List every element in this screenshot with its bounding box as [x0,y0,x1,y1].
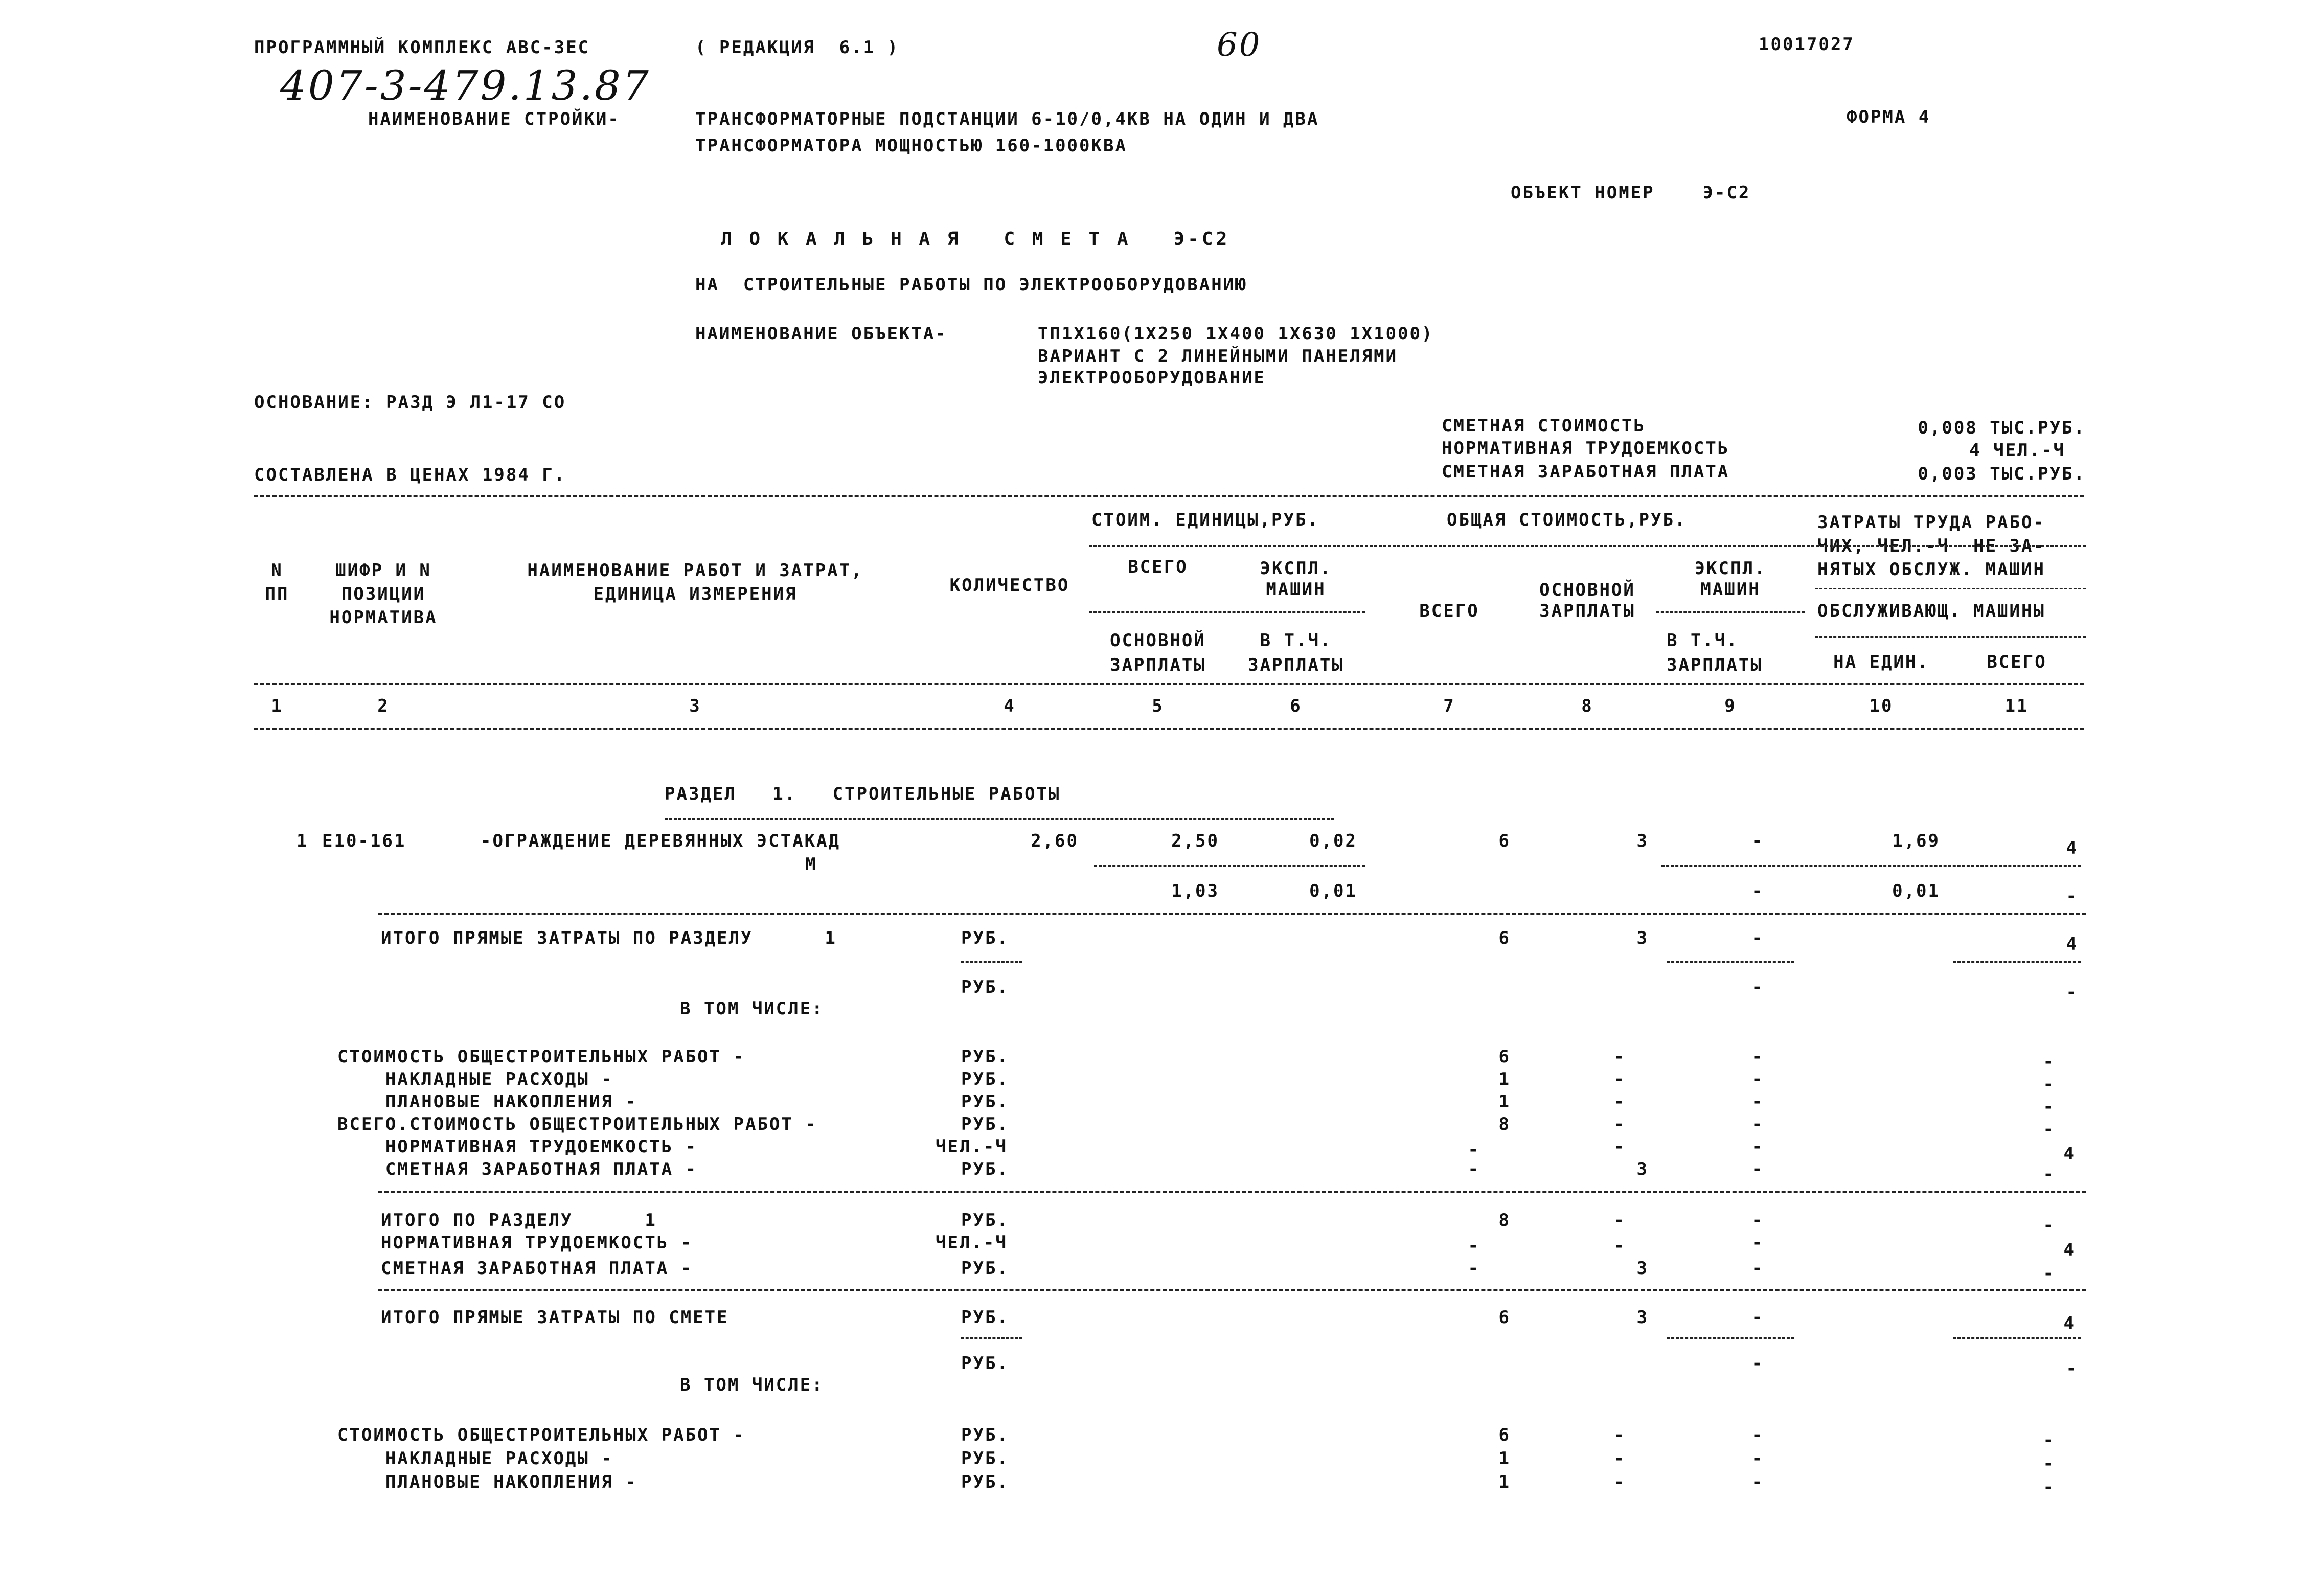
breakdown2-row-c7: 6 [1498,1425,1511,1445]
item-name: -ОГРАЖДЕНИЕ ДЕРЕВЯННЫХ ЭСТАКАД [481,831,841,851]
section-total-c11: - [2043,1215,2055,1236]
estimate-direct-rule-c11 [1953,1337,2081,1339]
section-total-c11: 4 [2063,1240,2076,1260]
breakdown2-row-label: СТОИМОСТЬ ОБЩЕСТРОИТЕЛЬНЫХ РАБОТ - [337,1425,745,1445]
section-total-c8: 3 [1636,1258,1649,1279]
breakdown1-row-c11: 4 [2063,1144,2076,1164]
estimate-direct-total-c9-2: - [1751,1353,1764,1374]
estimate-direct-total-c11-2: - [2066,1358,2078,1379]
breakdown2-row-c11: - [2043,1477,2055,1497]
section-total-label: СМЕТНАЯ ЗАРАБОТНАЯ ПЛАТА - [381,1258,693,1279]
breakdown2-row-c8: - [1613,1425,1626,1445]
section-direct-rule-c9 [1667,961,1794,963]
item-subrule-2 [1661,865,2081,867]
breakdown1-row-c8: 3 [1636,1159,1649,1179]
col-11-header: ВСЕГО [1987,652,2047,672]
subheader-rule-3 [1656,611,1805,613]
section-total-c11: - [2043,1263,2055,1284]
header-rule-bottom [254,683,2084,685]
col-3-header: НАИМЕНОВАНИЕ РАБОТ И ЗАТРАТ, ЕДИНИЦА ИЗМЕРЕНИЯ [527,560,863,604]
breakdown1-row-c9: - [1751,1091,1764,1112]
section-title: РАЗДЕЛ 1. СТРОИТЕЛЬНЫЕ РАБОТЫ [665,784,1061,804]
section-total-c9: - [1751,1233,1764,1253]
page-number: 60 [1217,26,1262,64]
col-9-top-header: ЭКСПЛ. МАШИН [1694,558,1767,600]
breakdown2-row-c7: 1 [1498,1448,1511,1469]
col-number-1: 1 [271,696,283,716]
section-direct-rule-unit [961,961,1022,963]
breakdown1-row-c11: - [2043,1119,2055,1140]
col-5-top-header: ВСЕГО [1128,557,1188,577]
object-line-1: ТП1Х160(1Х250 1Х400 1Х630 1Х1000) [1038,324,1434,344]
subheader-rule-1 [1089,545,2086,547]
breakdown1-row-label: НАКЛАДНЫЕ РАСХОДЫ - [337,1069,613,1089]
estimate-title: Л О К А Л Ь Н А Я С М Е Т А Э-С2 [721,229,1231,249]
breakdown1-row-c11: - [2043,1074,2055,1095]
basis: ОСНОВАНИЕ: РАЗД Э Л1-17 СО [254,392,566,413]
section-total-c7: 8 [1498,1210,1511,1231]
breakdown1-row-c9: - [1751,1046,1764,1067]
col-number-3: 3 [689,696,701,716]
section-direct-total-c8: 3 [1636,928,1649,948]
section-direct-rule-c11 [1953,961,2081,963]
estimate-direct-total-unit: РУБ. [961,1307,1009,1328]
breakdown1-row-label: НОРМАТИВНАЯ ТРУДОЕМКОСТЬ - [337,1136,698,1157]
summary-wage-value: 0,003 ТЫС.РУБ. [1918,464,2086,484]
section-total-c7: - [1468,1236,1480,1256]
item-labor-unit: 1,69 [1892,831,1940,851]
breakdown1-row-label: СТОИМОСТЬ ОБЩЕСТРОИТЕЛЬНЫХ РАБОТ - [337,1046,745,1067]
col-number-9: 9 [1724,696,1737,716]
col-1-header: N ПП [265,560,289,604]
col-number-11: 11 [2004,696,2029,716]
breakdown1-row-c9: - [1751,1114,1764,1134]
breakdown1-row-c7: - [1468,1140,1480,1160]
breakdown1-row-unit: РУБ. [961,1091,1009,1112]
breakdown2-row-c9: - [1751,1472,1764,1492]
subheader-rule-2 [1089,611,1365,613]
section-direct-total-c7: 6 [1498,928,1511,948]
breakdown1-row-c8: - [1613,1091,1626,1112]
section-direct-total-c11: 4 [2066,934,2078,954]
col-number-6: 6 [1290,696,1302,716]
construction-line-2: ТРАНСФОРМАТОРА МОЩНОСТЬЮ 160-1000КВА [695,135,1127,156]
object-label: НАИМЕНОВАНИЕ ОБЪЕКТА- [695,324,947,344]
col-number-8: 8 [1581,696,1593,716]
col-8-header: ОСНОВНОЙ ЗАРПЛАТЫ [1539,580,1635,621]
breakdown1-row-unit: РУБ. [961,1069,1009,1089]
breakdown1-row-unit: ЧЕЛ.-Ч [936,1136,1008,1157]
section-title-underline [665,818,1334,820]
col-6-bottom-header: В Т.Ч. ЗАРПЛАТЫ [1248,630,1344,675]
breakdown1-row-c9: - [1751,1069,1764,1089]
section-direct-total-c9: - [1751,928,1764,948]
edition: ( РЕДАКЦИЯ 6.1 ) [695,37,899,58]
section-total-unit: РУБ. [961,1258,1009,1279]
col-9-bottom-header: В Т.Ч. ЗАРПЛАТЫ [1667,630,1763,675]
breakdown2-row-c9: - [1751,1425,1764,1445]
object-line-2: ВАРИАНТ С 2 ЛИНЕЙНЫМИ ПАНЕЛЯМИ [1038,346,1398,367]
item-machine: - [1751,831,1764,851]
estimate-direct-total-label: ИТОГО ПРЯМЫЕ ЗАТРАТЫ ПО СМЕТЕ [381,1307,729,1328]
item-subrule-1 [1094,865,1365,867]
section-direct-total-c9-2: - [1751,977,1764,997]
estimate-direct-total-c8: 3 [1636,1307,1649,1328]
section-including-label: В ТОМ ЧИСЛЕ: [680,998,824,1019]
breakdown2-row-unit: РУБ. [961,1472,1009,1492]
estimate-direct-rule-unit [961,1337,1022,1339]
section-total-c9: - [1751,1210,1764,1231]
item-labor-total: 4 [2066,838,2078,858]
breakdown1-row-c11: - [2043,1164,2055,1185]
labor-machine-header: ОБСЛУЖИВАЮЩ. МАШИНЫ [1817,601,2045,621]
item-machine-wage: - [1751,881,1764,901]
breakdown2-row-c11: - [2043,1453,2055,1474]
breakdown2-row-label: НАКЛАДНЫЕ РАСХОДЫ - [337,1448,613,1469]
item-code: Е10-161 [322,831,406,851]
col-number-2: 2 [377,696,390,716]
item-number: 1 [297,831,309,851]
program-name: ПРОГРАММНЫЙ КОМПЛЕКС АВС-3ЕС [254,37,590,58]
breakdown2-row-c9: - [1751,1448,1764,1469]
breakdown1-row-c7: - [1468,1159,1480,1179]
col-number-10: 10 [1869,696,1894,716]
construction-label: НАИМЕНОВАНИЕ СТРОЙКИ- [368,109,620,129]
section-end-rule [378,1191,2086,1193]
item-unit: М [805,854,817,875]
estimate-totals-rule [378,1289,2086,1291]
estimate-subtitle: НА СТРОИТЕЛЬНЫЕ РАБОТЫ ПО ЭЛЕКТРООБОРУДОВАНИЮ [695,275,1247,295]
breakdown1-row-c9: - [1751,1159,1764,1179]
breakdown2-row-c11: - [2043,1430,2055,1450]
item-labor-total-2: - [2066,886,2078,906]
col-number-4: 4 [1004,696,1016,716]
breakdown1-row-c7: 6 [1498,1046,1511,1067]
section-direct-total-unit-2: РУБ. [961,977,1009,997]
unit-cost-header: СТОИМ. ЕДИНИЦЫ,РУБ. [1091,510,1319,530]
estimate-including-label: В ТОМ ЧИСЛЕ: [680,1375,824,1395]
breakdown1-row-c8: - [1613,1114,1626,1134]
form-label: ФОРМА 4 [1847,107,1931,127]
section-total-c7: - [1468,1258,1480,1279]
section-total-label: ИТОГО ПО РАЗДЕЛУ 1 [381,1210,657,1231]
breakdown1-row-unit: РУБ. [961,1114,1009,1134]
summary-cost-label: СМЕТНАЯ СТОИМОСТЬ [1442,416,1646,436]
breakdown2-row-c8: - [1613,1472,1626,1492]
document-number: 10017027 [1759,34,1855,55]
section-total-c8: - [1613,1210,1626,1231]
col-number-7: 7 [1443,696,1455,716]
handwritten-project-code: 407-3-479.13.87 [280,62,651,109]
breakdown1-row-c7: 1 [1498,1091,1511,1112]
section-direct-total-label: ИТОГО ПРЯМЫЕ ЗАТРАТЫ ПО РАЗДЕЛУ 1 [381,928,837,948]
item-unit-wage: 1,03 [1171,881,1219,901]
breakdown1-row-label: ПЛАНОВЫЕ НАКОПЛЕНИЯ - [337,1091,637,1112]
col-4-header: КОЛИЧЕСТВО [949,575,1070,596]
section-total-unit: РУБ. [961,1210,1009,1231]
col-6-top-header: ЭКСПЛ. МАШИН [1260,558,1332,600]
breakdown1-row-unit: РУБ. [961,1046,1009,1067]
object-number: ОБЪЕКТ НОМЕР Э-С2 [1511,183,1751,203]
breakdown1-row-unit: РУБ. [961,1159,1009,1179]
col-7-header: ВСЕГО [1419,601,1479,621]
estimate-direct-total-c9: - [1751,1307,1764,1328]
item-labor-unit-2: 0,01 [1892,881,1940,901]
col-number-5: 5 [1152,696,1164,716]
breakdown2-row-label: ПЛАНОВЫЕ НАКОПЛЕНИЯ - [337,1472,637,1492]
breakdown1-row-c8: - [1613,1069,1626,1089]
breakdown1-row-label: СМЕТНАЯ ЗАРАБОТНАЯ ПЛАТА - [337,1159,698,1179]
labor-header: ЗАТРАТЫ ТРУДА РАБО- ЧИХ, ЧЕЛ.-Ч НЕ ЗА- НЯТЫХ ОБСЛУЖ. МАШИН [1817,512,2045,580]
estimate-direct-rule-c9 [1667,1337,1794,1339]
item-unit-total: 2,50 [1171,831,1219,851]
item-unit-machine: 0,02 [1309,831,1357,851]
total-cost-header: ОБЩАЯ СТОИМОСТЬ,РУБ. [1447,510,1687,530]
summary-labor-label: НОРМАТИВНАЯ ТРУДОЕМКОСТЬ [1442,438,1730,459]
breakdown2-row-c8: - [1613,1448,1626,1469]
breakdown1-row-c11: - [2043,1052,2055,1072]
breakdown1-row-c8: - [1613,1046,1626,1067]
item-total: 6 [1498,831,1511,851]
subheader-rule-4 [1815,588,2086,589]
header-rule-top [254,495,2084,497]
estimate-direct-total-c11: 4 [2063,1313,2076,1334]
section-total-label: НОРМАТИВНАЯ ТРУДОЕМКОСТЬ - [381,1233,693,1253]
prices-basis: СОСТАВЛЕНА В ЦЕНАХ 1984 Г. [254,465,566,485]
breakdown1-row-c7: 1 [1498,1069,1511,1089]
construction-line-1: ТРАНСФОРМАТОРНЫЕ ПОДСТАНЦИИ 6-10/0,4КВ НА ОДИН И ДВА [695,109,1319,129]
section-total-unit: ЧЕЛ.-Ч [936,1233,1008,1253]
breakdown1-row-c9: - [1751,1136,1764,1157]
col-2-header: ШИФР И N ПОЗИЦИИ НОРМАТИВА [329,560,438,628]
breakdown1-row-c11: - [2043,1097,2055,1117]
section-total-c8: - [1613,1236,1626,1256]
breakdown1-row-c7: 8 [1498,1114,1511,1134]
summary-cost-value: 0,008 ТЫС.РУБ. [1918,418,2086,438]
breakdown2-row-unit: РУБ. [961,1425,1009,1445]
section-direct-total-c11-2: - [2066,982,2078,1003]
breakdown1-row-label: ВСЕГО.СТОИМОСТЬ ОБЩЕСТРОИТЕЛЬНЫХ РАБОТ - [337,1114,817,1134]
object-line-3: ЭЛЕКТРООБОРУДОВАНИЕ [1038,368,1266,388]
item-quantity: 2,60 [1031,831,1079,851]
item-unit-machine-wage: 0,01 [1309,881,1357,901]
item-wage: 3 [1636,831,1649,851]
col-10-header: НА ЕДИН. [1833,652,1929,672]
subheader-rule-5 [1815,636,2086,638]
breakdown1-row-c8: - [1613,1136,1626,1157]
estimate-direct-total-c7: 6 [1498,1307,1511,1328]
numbers-rule [254,728,2084,730]
section-direct-total-unit: РУБ. [961,928,1009,948]
col-5-bottom-header: ОСНОВНОЙ ЗАРПЛАТЫ [1110,630,1206,675]
section-totals-rule [378,913,2086,915]
summary-wage-label: СМЕТНАЯ ЗАРАБОТНАЯ ПЛАТА [1442,462,1730,482]
summary-labor-value: 4 ЧЕЛ.-Ч [1969,440,2065,461]
breakdown2-row-unit: РУБ. [961,1448,1009,1469]
breakdown2-row-c7: 1 [1498,1472,1511,1492]
estimate-direct-total-unit-2: РУБ. [961,1353,1009,1374]
section-total-c9: - [1751,1258,1764,1279]
